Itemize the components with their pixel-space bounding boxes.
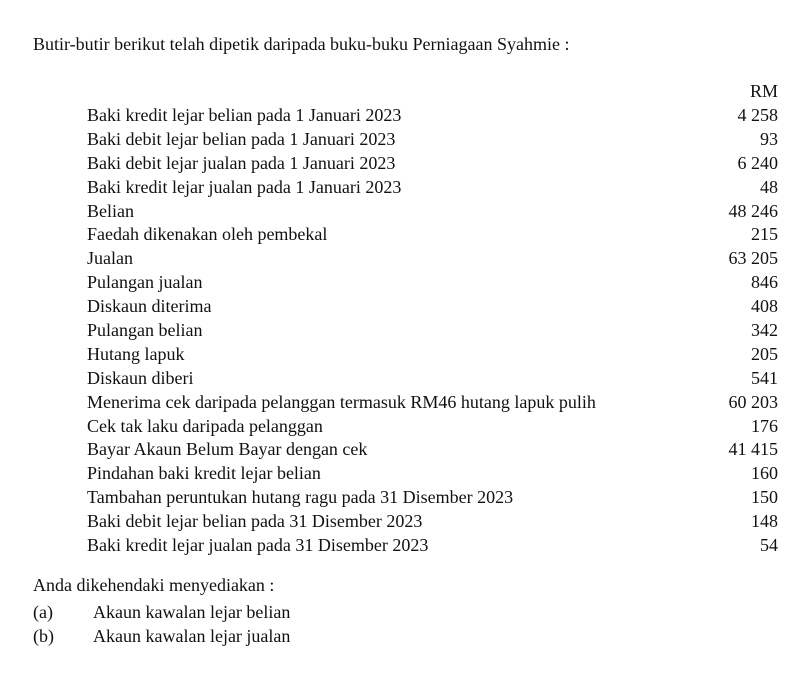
ledger-row [87, 247, 778, 271]
item-amount: 148 [751, 511, 778, 532]
instruction-text: Anda dikehendaki menyediakan : [33, 575, 275, 595]
item-label: Jualan [87, 248, 133, 269]
ledger-row [87, 343, 778, 367]
ledger-row [87, 391, 778, 415]
task-item [33, 624, 290, 648]
ledger-row [87, 462, 778, 486]
item-label: Belian [87, 200, 134, 221]
item-amount: 41 415 [728, 439, 778, 460]
ledger-row [87, 415, 778, 439]
item-amount: 48 246 [728, 200, 778, 221]
item-label: Menerima cek daripada pelanggan termasuk RM46 hutang lapuk pulih [87, 391, 596, 412]
item-amount: 408 [751, 296, 778, 317]
ledger-row [87, 176, 778, 200]
item-label: Tambahan peruntukan hutang ragu pada 31 Disember 2023 [87, 487, 514, 508]
ledger-row [87, 534, 778, 558]
intro-text: Butir-butir berikut telah dipetik daripada buku-buku Perniagaan Syahmie : [33, 34, 570, 54]
item-label: Pulangan belian [87, 320, 203, 341]
item-amount: 846 [751, 272, 778, 293]
item-label: Baki kredit lejar jualan pada 1 Januari 2023 [87, 176, 402, 197]
item-label: Bayar Akaun Belum Bayar dengan cek [87, 439, 368, 460]
task-item [33, 600, 290, 624]
task-marker: (a) [33, 602, 53, 622]
ledger-row [87, 295, 778, 319]
item-label: Baki debit lejar jualan pada 1 Januari 2023 [87, 152, 396, 173]
ledger-row [87, 438, 778, 462]
item-label: Faedah dikenakan oleh pembekal [87, 224, 328, 245]
item-amount: 205 [751, 343, 778, 364]
task-list [33, 600, 290, 648]
item-label: Baki kredit lejar belian pada 1 Januari 2023 [87, 105, 402, 125]
ledger-list [87, 104, 778, 558]
ledger-row [87, 367, 778, 391]
item-label: Cek tak laku daripada pelanggan [87, 415, 323, 436]
item-amount: 48 [760, 176, 778, 197]
item-amount: 54 [760, 535, 778, 556]
ledger-row [87, 200, 778, 224]
task-marker: (b) [33, 626, 54, 646]
item-amount: 93 [760, 128, 778, 149]
item-amount: 541 [751, 367, 778, 388]
ledger-row [87, 223, 778, 247]
item-label: Diskaun diterima [87, 296, 212, 317]
item-amount: 176 [751, 415, 778, 436]
ledger-row [87, 152, 778, 176]
currency-header: RM [749, 81, 778, 101]
item-amount: 63 205 [728, 248, 778, 269]
item-amount: 160 [751, 463, 778, 484]
item-amount: 215 [751, 224, 778, 245]
item-label: Baki debit lejar belian pada 1 Januari 2023 [87, 128, 396, 149]
ledger-row [87, 271, 778, 295]
ledger-row [87, 104, 778, 128]
task-text: Akaun kawalan lejar jualan [93, 626, 291, 646]
task-text: Akaun kawalan lejar belian [93, 602, 291, 622]
ledger-row [87, 319, 778, 343]
ledger-row [87, 128, 778, 152]
item-amount: 6 240 [737, 152, 778, 173]
item-label: Pindahan baki kredit lejar belian [87, 463, 321, 484]
ledger-row [87, 486, 778, 510]
item-label: Hutang lapuk [87, 343, 185, 364]
item-label: Baki kredit lejar jualan pada 31 Disember 2023 [87, 535, 429, 556]
item-label: Diskaun diberi [87, 367, 194, 388]
item-amount: 60 203 [728, 391, 778, 412]
item-amount: 150 [751, 487, 778, 508]
item-amount: 4 258 [737, 105, 778, 125]
ledger-row [87, 510, 778, 534]
item-label: Pulangan jualan [87, 272, 203, 293]
item-label: Baki debit lejar belian pada 31 Disember 2023 [87, 511, 423, 532]
item-amount: 342 [751, 320, 778, 341]
